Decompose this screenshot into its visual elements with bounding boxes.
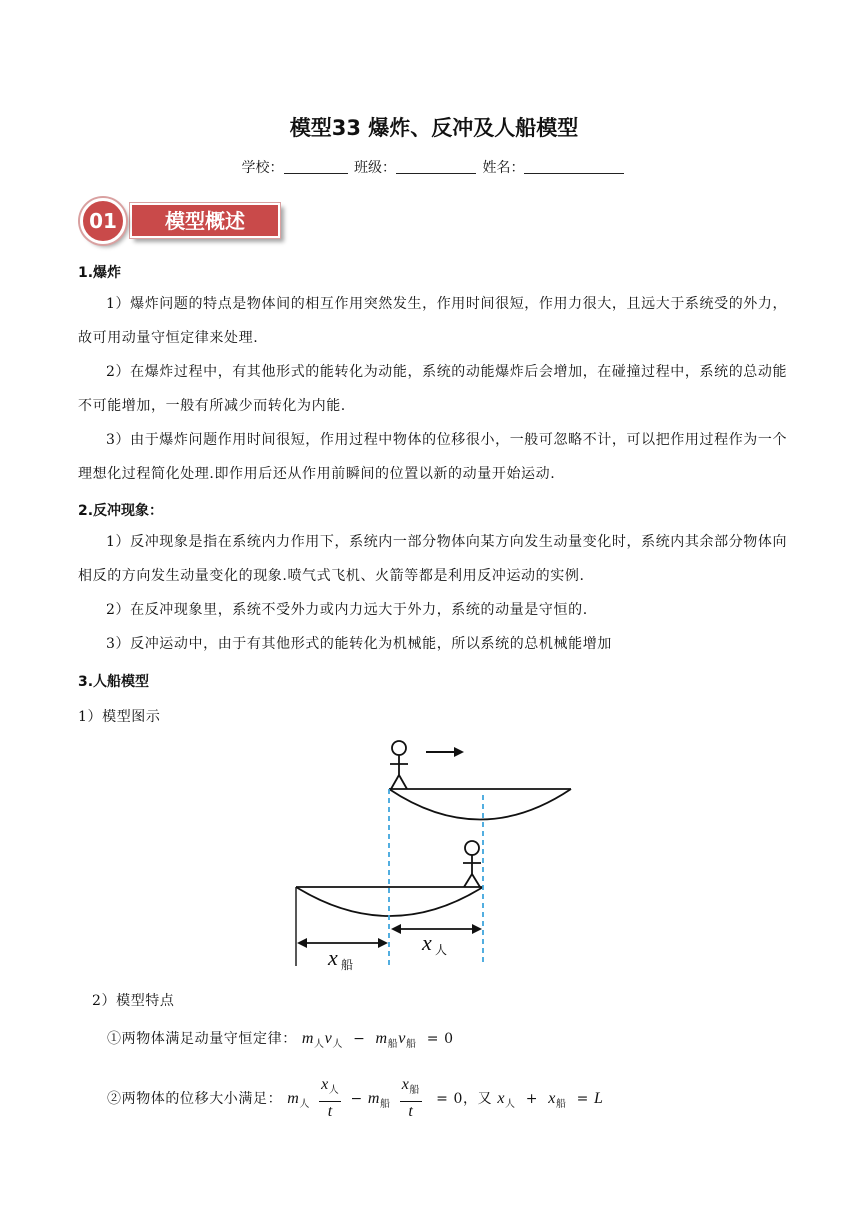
svg-text:人: 人 [435, 943, 448, 957]
paragraph: 1）反冲现象是指在系统内力作用下，系统内一部分物体向某方向发生动量变化时，系统内其余部分物体向相反的方向发生动量变化的现象.喷气式飞机、火箭等都是利用反冲运动的实例. [78, 534, 788, 584]
momentum-equation: ①两物体满足动量守恒定律： $m_人v_人 - m_船v_船 = 0$ [107, 1030, 454, 1050]
boat-displacement-arrow [297, 938, 388, 948]
boat-displacement-label: x [328, 945, 338, 970]
arrow-right-icon [426, 747, 464, 757]
section-number: 01 [80, 198, 126, 244]
heading-explosion: 1.爆炸 [78, 265, 122, 281]
page-title: 模型33 爆炸、反冲及人船模型 [289, 116, 579, 140]
paragraph: 3）由于爆炸问题作用时间很短，作用过程中物体的位移很小，一般可忽略不计，可以把作用过程作为一个理想化过程简化处理.即作用后还从作用前瞬间的位置以新的动量开始运动. [78, 432, 788, 482]
paragraph: 2）在反冲现象里，系统不受外力或内力远大于外力，系统的动量是守恒的. [106, 602, 588, 618]
displacement-equation: ②两物体的位移大小满足： $m_人$ $\frac{x_人}{t}$ − $m_船$ $\frac{x_船}{t}$ = 0，又 $x_人 + x_船 = L$ [107, 1076, 604, 1120]
top-person-icon [390, 741, 408, 789]
subheading-diagram: 1）模型图示 [78, 709, 161, 725]
person-displacement-label: x [422, 930, 432, 955]
class-label: 班级： [354, 160, 396, 176]
heading-person-boat: 3.人船模型 [78, 674, 150, 690]
paragraph: 1）爆炸问题的特点是物体间的相互作用突然发生，作用时间很短，作用力很大，且远大于系统受的外力，故可用动量守恒定律来处理. [78, 296, 788, 346]
school-label: 学校： [241, 160, 284, 176]
paragraph: 2）在爆炸过程中，有其他形式的能转化为动能，系统的动能爆炸后会增加，在碰撞过程中，系统的总动能不可能增加，一般有所减少而转化为内能. [78, 364, 788, 414]
svg-text:船: 船 [341, 958, 354, 972]
section-label: 模型概述 [130, 203, 280, 238]
top-boat [389, 789, 571, 820]
person-displacement-arrow [391, 924, 482, 934]
heading-recoil: 2.反冲现象： [78, 503, 164, 519]
subheading-features: 2）模型特点 [92, 993, 175, 1009]
bottom-person-icon [463, 841, 481, 887]
name-label: 姓名： [482, 160, 525, 176]
paragraph: 3）反冲运动中，由于有其他形式的能转化为机械能，所以系统的总机械能增加 [106, 636, 612, 652]
